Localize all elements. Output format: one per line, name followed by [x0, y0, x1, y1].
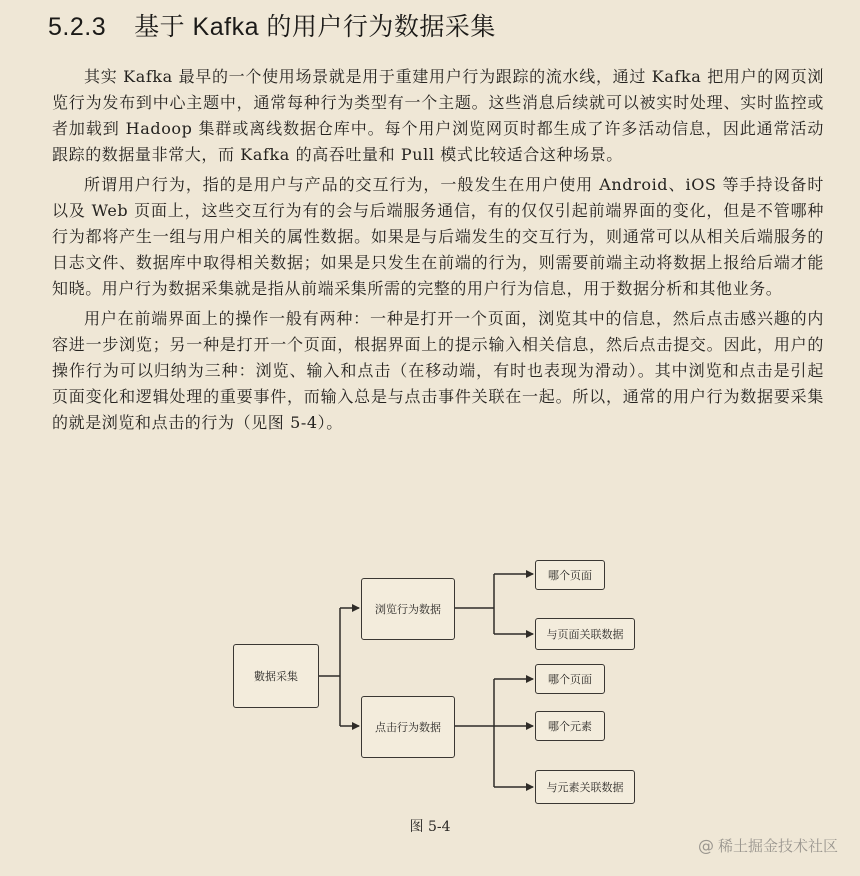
paragraph-1: 其实 Kafka 最早的一个使用场景就是用于重建用户行为跟踪的流水线，通过 Kafka 把用户的网页浏览行为发布到中心主题中，通常每种行为类型有一个主题。这些消息后续就可以被实时处理、实时监控或者加载到 Hadoop 集群或离线数据仓库中。每个用户浏览网页时都生成了许多活动信息，因此通常活动跟踪的数据量非常大，而 Kafka 的高吞吐量和 Pull 模式比较适合这种场景。 [52, 67, 824, 164]
section-number: 5.2.3 [48, 13, 107, 41]
figure-caption: 图 5-4 [409, 819, 451, 835]
body-text [52, 64, 824, 440]
paragraph-3: 用户在前端界面上的操作一般有两种：一种是打开一个页面，浏览其中的信息，然后点击感兴趣的内容进一步浏览；另一种是打开一个页面，根据界面上的提示输入相关信息，然后点击提交。因此，用户的操作行为可以归纳为三种：浏览、输入和点击（在移动端，有时也表现为滑动）。其中浏览和点击是引起页面变化和逻辑处理的重要事件，而输入总是与点击事件关联在一起。所以，通常的用户行为数据要采集的就是浏览和点击的行为（见图 5-4）。 [52, 309, 824, 432]
watermark-text: 稀土掘金技术社区 [717, 837, 838, 855]
node-browse-related: 与页面关联数据 [535, 618, 635, 650]
node-click-related: 与元素关联数据 [535, 770, 635, 804]
section-title: 基于 Kafka 的用户行为数据采集 [134, 13, 496, 41]
node-root: 數据采集 [233, 644, 319, 708]
at-icon: @ [697, 836, 714, 855]
section-heading [48, 10, 496, 44]
paragraph-2: 所谓用户行为，指的是用户与产品的交互行为，一般发生在用户使用 Android、iOS 等手持设备时以及 Web 页面上，这些交互行为有的会与后端服务通信，有的仅仅引起前端界面的变化，但是不管哪种行为都将产生一组与用户相关的属性数据。如果是与后端发生的交互行为，则通常可以从相关后端服务的日志文件、数据库中取得相关数据；如果是只发生在前端的行为，则需要前端主动将数据上报给后端才能知晓。用户行为数据采集就是指从前端采集所需的完整的用户行为信息，用于数据分析和其他业务。 [52, 175, 824, 298]
node-click-page: 哪个页面 [535, 664, 605, 694]
node-click: 点击行为数据 [361, 696, 455, 758]
figure-5-4 [0, 548, 860, 848]
node-browse: 浏览行为数据 [361, 578, 455, 640]
watermark [698, 835, 838, 856]
node-click-element: 哪个元素 [535, 711, 605, 741]
node-browse-page: 哪个页面 [535, 560, 605, 590]
